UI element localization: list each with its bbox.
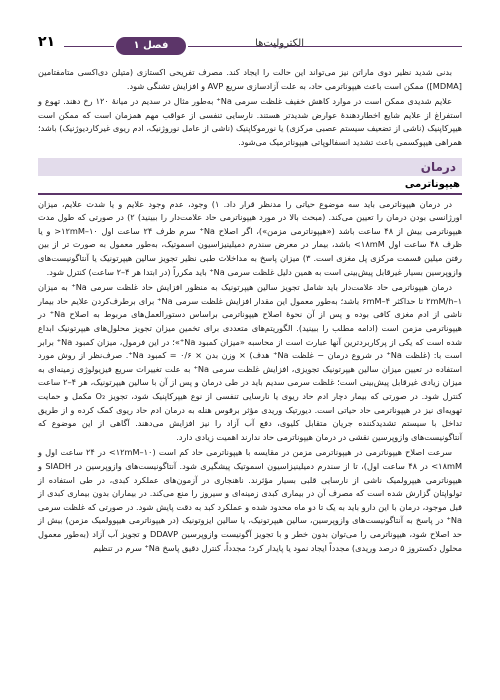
header-rule-left [64, 46, 114, 47]
page-header [38, 34, 462, 60]
section-title: درمان [420, 159, 456, 174]
intro-paragraph-2: علایم شدیدی ممکن است در موارد کاهش خفیف غلظت سرمی Na⁺ به‌طور مثال در سدیم در میانهٔ ۱۲۰ رخ دهند. تهوع و استفراغ از علایم شایع اخطاردهندهٔ عوارض شدیدتر هستند. نارسایی تنفسی از عواقب مهم همزمان است که ممکن است هیپرکاپنیک (ناشی از تضعیف سیستم عصبی مرکزی) یا نورموکاپنیک (ناشی از عامل نوروژنیک، ادم ریوی غیرکاردیوژنیک) باشد؛ همراهی هیپوکسمی باعث تشدید انسفالوپاتی هیپوناترمیک می‌شود. [38, 96, 462, 147]
chapter-badge: فصل ۱ [116, 37, 186, 55]
book-title: الکترولیت‌ها [255, 38, 304, 49]
section-heading-bar [38, 158, 462, 176]
header-rule [188, 46, 462, 47]
page-number: ۲۱ [38, 34, 56, 50]
body-paragraph-3: سرعت اصلاح هیپوناترمی در هیپوناترمی مزمن در مقایسه با هیپوناترمی حاد کم است (۱۲mM–۱۰> در ۲۴ ساعت اول و ۱۸mM> در ۴۸ ساعت اول)، تا از سندرم دمیلینیزاسیون اسموتیک پیشگیری شود. آنتاگونیست‌های وازوپرسین در SIADH و هیپوناترمی هیپرولمیک ناشی از نارسایی قلبی بسیار مؤثرند. ناهنجاری در آزمون‌های عملکرد کبدی، در طی استفاده از تولواپتان گزارش شده است که مصرف آن در بیماری کبدی زمینه‌ای و سیروز را منع می‌کند. در بیماران بدون بیماری کبدی از قبل موجود، درمان با این دارو باید به یک تا دو ماه محدود شده و عملکرد کبد به دقت پایش شود. در صورتی که غلظت سرمی Na⁺ در پاسخ به آنتاگونیست‌های وازوپرسین، سالین هیپرتونیک، یا سالین ایزوتونیک (در هیپوناترمی هیپوولمیک مزمن) بیش از حد اصلاح شود، هیپوناترمی را می‌توان بدون خطر و با تجویز آگونیست وازوپرسین DDAVP و تجویز آب آزاد (به‌طور معمول محلول دکستروز ۵ درصد وریدی) مجدداً ایجاد نمود یا پایدار کرد؛ مجدداً، کنترل دقیق پاسخ Na⁺ سرم در تنظیم [38, 447, 463, 553]
intro-paragraph-1: بدنی شدید نظیر دوی ماراتن نیز می‌تواند این حالت را ایجاد کند. مصرف تفریحی اکستازی (متیلن دی‌اکسی متامفتامین [MDMA]) ممکن است باعث هیپوناترمی حاد، به علت آزادسازی سریع AVP و افزایش تشنگی شود. [38, 67, 462, 91]
subsection-title: هیپوناترمی [404, 178, 460, 190]
body-paragraph-1: در درمان هیپوناترمی باید سه موضوع حیاتی را مدنظر قرار داد. ۱) وجود، عدم وجود علایم و یا شدت علایم، میزان اورژانسی بودن درمان را تعیین می‌کند. (مبحث بالا در مورد هیپوناترمی حاد علامت‌دار را ببینید) ۲) در صورتی که طول مدت هیپوناترمی بیش از ۴۸ ساعت باشد («هیپوناترمی مزمن»)، اگر اصلاح Na⁺ سرم ظرف ۲۴ ساعت اول ۱۲mM–۱۰< و یا ظرف ۴۸ ساعت اول ۱۸mM> باشد، بیمار در معرض سندرم دمیلینیزاسیون اسموتیک، به‌طور معمول به صورت تر از بین رفتن میلین قسمت مرکزی پل مغزی است. ۳) میزان پاسخ به مداخلات طبی نظیر تجویز سالین هیپرتونیک یا آنتاگونیست‌های وازوپرسین بسیار غیرقابل پیش‌بینی است به همین دلیل غلظت سرمی Na⁺ باید مکرراً (در ابتدا هر ۴–۲ ساعت) کنترل شود. [38, 198, 463, 277]
subsection-rule [38, 193, 462, 195]
body-paragraph-2: درمان هیپوناترمی حاد علامت‌دار باید شامل تجویز سالین هیپرتونیک به منظور افزایش حاد غلظت سرمی Na⁺ به میزان ۲mM/h–۱ تا حداکثر ۶mM–۴ باشد؛ به‌طور معمول این مقدار افزایش غلظت سرمی Na⁺ برای برطرف‌کردن علایم حاد بیمار ناشی از ادم مغزی کافی بوده و پس از آن نحوهٔ اصلاح هیپوناترمی براساس دستورالعمل‌های مربوط به اصلاح Na⁺ در هیپوناترمی مزمن است (ادامه مطلب را ببینید). الگوریتم‌های متعددی برای تخمین میزان تجویز محلول‌های هیپرتونیک ابداع شده است که یکی از پرکاربردترین آنها عبارت است از محاسبه «میزان کمبود Na⁺»؛ در این فرمول، میزان کمبود Na⁺ برابر است با: (غلظت Na⁺ در شروع درمان − غلظت Na⁺ هدف) × وزن بدن × ۰/۶ = کمبود Na⁺. صرف‌نظر از روش مورد استفاده در تعیین میزان سالین هیپرتونیک تجویزی، افزایش غلظت سرمی Na⁺ به علت تغییرات سریع فیزیولوژی زمینه‌ای به میزان زیادی غیرقابل پیش‌بینی است؛ غلظت سرمی سدیم باید در طی درمان و پس از آن با سالین هیپرتونیک، هر ۴–۲ ساعت کنترل شود. در صورتی که بیمار دچار ادم حاد ریوی یا نارسایی تنفسی از نوع هیپرکاپنیک شود، تجویز O₂ مکمل و حمایت تهویه‌ای نیز در هیپوناترمی حاد حیاتی است. دیورتیک وریدی مؤثر برقوس هنله به درمان ادم حاد ریوی کمک کرده و از طریق تداخل با سیستم تشدید‌کننده جریان متقابل کلیوی، دفع آب آزاد را نیز افزایش می‌دهند. آگاهی از این موضوع که آنتاگونیست‌های وازوپرسین نقشی در درمان هیپوناترمی حاد ندارند اهمیت زیادی دارد. [38, 282, 462, 442]
page-content [38, 66, 462, 557]
